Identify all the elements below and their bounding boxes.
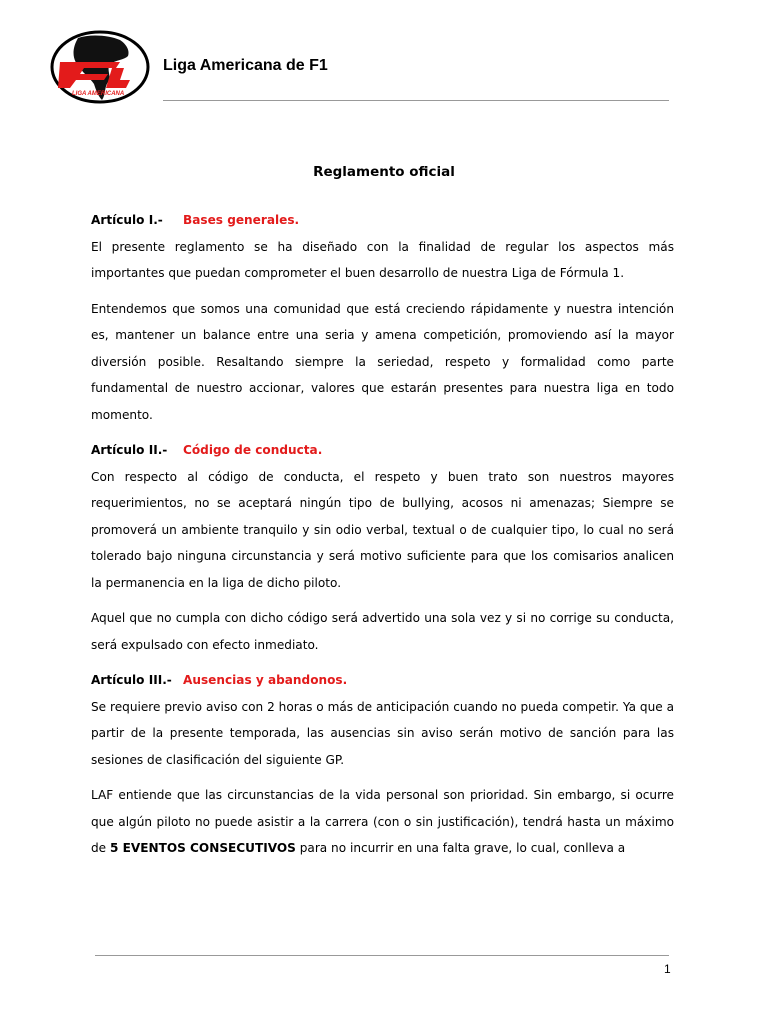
paragraph-text: para no incurrir en una falta grave, lo cual, conlleva a (295, 841, 626, 855)
article-name: Código de conducta. (183, 443, 323, 457)
page-number: 1 (664, 962, 671, 976)
emphasis-text: 5 EVENTOS CONSECUTIVOS (109, 841, 296, 855)
header-divider (163, 100, 669, 101)
article-heading (91, 207, 674, 234)
paragraph: Entendemos que somos una comunidad que está creciendo rápidamente y nuestra intención es, mantener un balance entre una seria y amena competición, promoviendo así la mayor diversión posible. Resaltando siempre la seriedad, respeto y formalidad como parte fundamental de nuestro accionar, valores que estarán presentes para nuestra liga en todo momento. (91, 301, 674, 422)
paragraph: Con respecto al código de conducta, el respeto y buen trato son nuestros mayores requerimientos, no se aceptará ningún tipo de bullying, acosos ni amenazas; Siempre se promoverá un ambiente tranquilo y sin odio verbal, textual o de cualquier tipo, lo cual no será tolerado bajo ninguna circunstancia y será motivo suficiente para que los comisarios analicen la permanencia en la liga de dicho piloto. (91, 469, 674, 590)
article-name: Ausencias y abandonos. (183, 673, 348, 687)
article-heading (91, 437, 674, 464)
article-label: Artículo III.- (91, 673, 172, 687)
paragraph (91, 782, 674, 862)
footer-divider (95, 955, 669, 956)
logo-text: LIGA AMERICANA (72, 91, 125, 97)
document-body (91, 207, 674, 862)
article-label: Artículo I.- (91, 213, 163, 227)
article-name: Bases generales. (183, 213, 300, 227)
header-title: Liga Americana de F1 (163, 57, 328, 74)
document-title: Reglamento oficial (313, 164, 455, 180)
paragraph: Aquel que no cumpla con dicho código será advertido una sola vez y si no corrige su conducta, será expulsado con efecto inmediato. (91, 611, 674, 652)
article-label: Artículo II.- (91, 443, 168, 457)
paragraph: Se requiere previo aviso con 2 horas o más de anticipación cuando no pueda competir. Ya que a partir de la presente temporada, las ausencias sin aviso serán motivo de sanción para las sesiones de clasificación del siguiente GP. (91, 699, 674, 767)
article-heading (91, 667, 674, 694)
paragraph-text: LAF entiende que las circunstancias de la vida personal son prioridad. Sin embargo, si ocurre que algún piloto no puede asistir a la carrera (con o sin justificación), tendrá hasta un máximo de (91, 788, 674, 855)
liga-americana-logo (50, 30, 150, 104)
paragraph: El presente reglamento se ha diseñado con la finalidad de regular los aspectos más importantes que puedan comprometer el buen desarrollo de nuestra Liga de Fórmula 1. (91, 239, 674, 280)
